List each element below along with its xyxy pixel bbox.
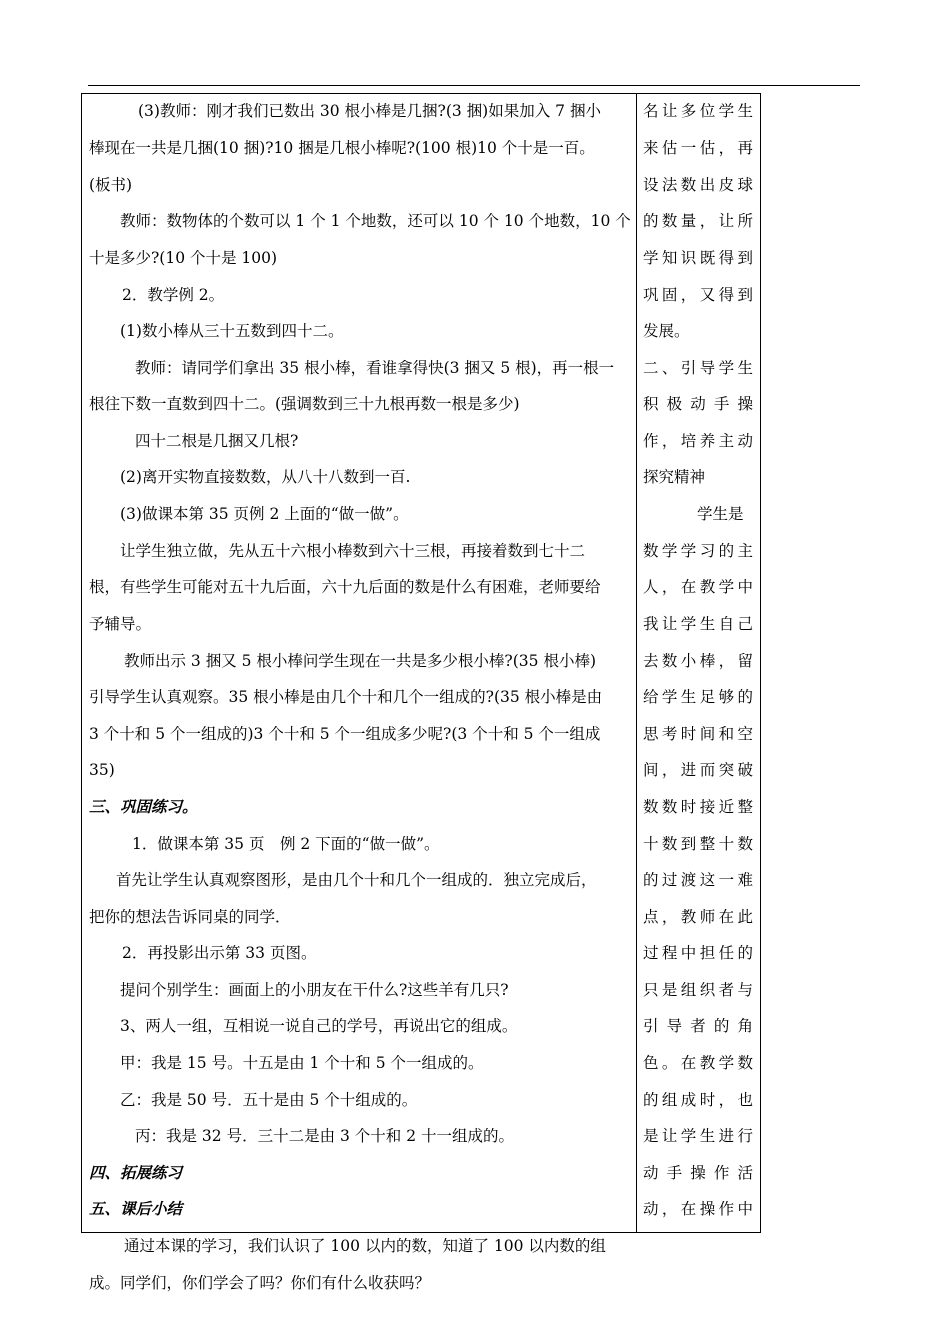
side-text-line: 探究精神: [643, 468, 706, 486]
side-text-line: 人，在教学中: [643, 578, 753, 596]
header-rule: [88, 85, 860, 86]
side-text-line: 来估一估，再: [643, 139, 753, 157]
side-text-line: 过程中担任的: [643, 944, 753, 962]
text-line: 根，有些学生可能对五十九后面，六十九后面的数是什么有困难，老师要给: [89, 578, 601, 596]
side-text-line: 学知识既得到: [643, 249, 753, 267]
side-text-line: 点，教师在此: [643, 908, 753, 926]
text-line: (1)数小棒从三十五数到四十二。: [120, 322, 344, 340]
column-divider: [636, 93, 637, 1233]
side-text-line: 动手操作活: [643, 1164, 753, 1182]
text-line: 提问个别学生：画面上的小朋友在干什么?这些羊有几只?: [120, 981, 509, 999]
section-heading: 五、课后小结: [89, 1200, 183, 1218]
side-text-line: 引导者的角: [643, 1017, 753, 1035]
text-line: (3)做课本第 35 页例 2 上面的“做一做”。: [120, 505, 409, 523]
text-line: 甲：我是 15 号。十五是由 1 个十和 5 个一组成的。: [120, 1054, 484, 1072]
text-line: 棒现在一共是几捆(10 捆)?10 捆是几根小棒呢?(100 根)10 个十是一百。: [89, 139, 595, 157]
side-text-line: 思考时间和空: [643, 725, 753, 743]
side-text-line: 我让学生自己: [643, 615, 753, 633]
text-line: 1．做课本第 35 页 例 2 下面的“做一做”。: [132, 835, 440, 853]
text-line: 3、两人一组，互相说一说自己的学号，再说出它的组成。: [120, 1017, 518, 1035]
side-text-line: 学生是: [697, 505, 744, 523]
text-line: 十是多少?(10 个十是 100): [89, 249, 278, 267]
side-text-line: 间，进而突破: [643, 761, 753, 779]
side-text-line: 的组成时，也: [643, 1091, 753, 1109]
text-line: 让学生独立做，先从五十六根小棒数到六十三根，再接着数到七十二: [120, 542, 586, 560]
section-heading: 四、拓展练习: [89, 1164, 183, 1182]
side-text-line: 十数到整十数: [643, 835, 753, 853]
side-text-line: 色。在教学数: [643, 1054, 753, 1072]
text-line: 根往下数一直数到四十二。(强调数到三十九根再数一根是多少): [89, 395, 520, 413]
side-text-line: 作，培养主动: [643, 432, 753, 450]
side-text-line: 数数时接近整: [643, 798, 753, 816]
text-line: 教师：请同学们拿出 35 根小棒，看谁拿得快(3 捆又 5 根)，再一根一: [135, 359, 615, 377]
side-text-line: 去数小棒，留: [643, 652, 753, 670]
side-text-line: 数学学习的主: [643, 542, 753, 560]
text-line: 2．再投影出示第 33 页图。: [122, 944, 317, 962]
text-line: 首先让学生认真观察图形，是由几个十和几个一组成的．独立完成后，: [116, 871, 597, 889]
side-text-line: 的过渡这一难: [643, 871, 753, 889]
side-text-line: 名让多位学生: [643, 102, 753, 120]
text-line: (2)离开实物直接数数，从八十八数到一百.: [120, 468, 411, 486]
text-line: 丙：我是 32 号．三十二是由 3 个十和 2 十一组成的。: [135, 1127, 515, 1145]
text-line: 乙：我是 50 号．五十是由 5 个十组成的。: [120, 1091, 418, 1109]
side-text-line: 给学生足够的: [643, 688, 753, 706]
side-text-line: 是让学生进行: [643, 1127, 753, 1145]
side-text-line: 二、引导学生: [643, 359, 753, 377]
text-line: 教师：数物体的个数可以 1 个 1 个地数，还可以 10 个 10 个地数，10 个: [120, 212, 631, 230]
text-line: 通过本课的学习，我们认识了 100 以内的数，知道了 100 以内数的组: [124, 1237, 606, 1255]
side-text-line: 只是组织者与: [643, 981, 753, 999]
side-text-line: 巩固，又得到: [643, 286, 753, 304]
side-text-line: 积极动手操: [643, 395, 753, 413]
side-text-line: 发展。: [643, 322, 690, 340]
text-line: 3 个十和 5 个一组成的)3 个十和 5 个一组成多少呢?(3 个十和 5 个一组成: [89, 725, 601, 743]
text-line: 予辅导。: [89, 615, 152, 633]
text-line: 引导学生认真观察。35 根小棒是由几个十和几个一组成的?(35 根小棒是由: [89, 688, 603, 706]
side-text-line: 动，在操作中: [643, 1200, 753, 1218]
text-line: 四十二根是几捆又几根?: [135, 432, 299, 450]
text-line: 35): [89, 761, 115, 779]
text-line: 成。同学们，你们学会了吗？你们有什么收获吗？: [89, 1274, 431, 1292]
text-line: 教师出示 3 捆又 5 根小棒问学生现在一共是多少根小棒?(35 根小棒): [124, 652, 596, 670]
section-heading: 三、巩固练习。: [89, 798, 198, 816]
side-text-line: 设法数出皮球: [643, 176, 753, 194]
text-line: 2．教学例 2。: [122, 286, 225, 304]
side-text-line: 的数量，让所: [643, 212, 753, 230]
text-line: 把你的想法告诉同桌的同学．: [89, 908, 291, 926]
text-line: (3)教师：刚才我们已数出 30 根小棒是几捆?(3 捆)如果加入 7 捆小: [138, 102, 601, 120]
text-line: (板书): [89, 176, 133, 194]
